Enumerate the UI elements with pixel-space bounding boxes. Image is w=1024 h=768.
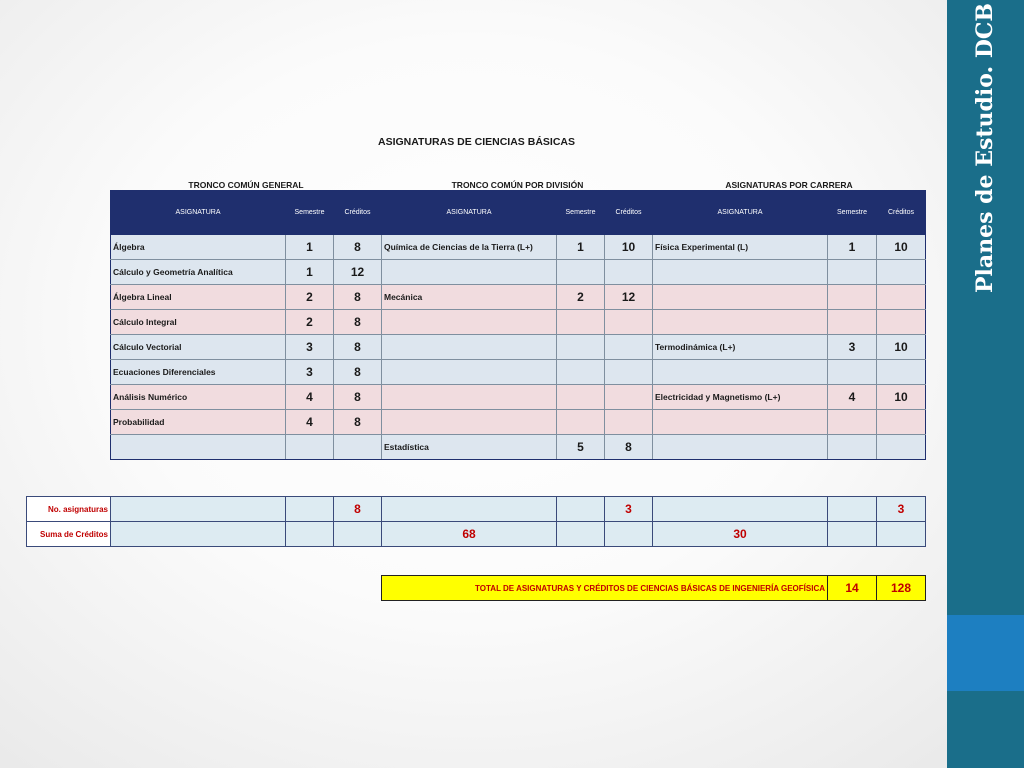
credits-cell: 12 (605, 285, 653, 310)
total-row (382, 576, 926, 601)
summary-value-cell (111, 522, 286, 547)
semester-cell (828, 435, 877, 460)
table-row (111, 410, 926, 435)
credits-cell (605, 360, 653, 385)
credits-cell (877, 310, 926, 335)
credits-cell (877, 285, 926, 310)
credits-cell: 12 (334, 260, 382, 285)
summary-label: No. asignaturas (27, 497, 111, 522)
column-header: Semestre (828, 191, 877, 235)
credits-cell: 10 (877, 385, 926, 410)
subject-cell: Álgebra (111, 235, 286, 260)
semester-cell: 5 (557, 435, 605, 460)
table-row (111, 335, 926, 360)
summary-label: Suma de Créditos (27, 522, 111, 547)
summary-value-cell (557, 522, 605, 547)
subject-cell: Electricidad y Magnetismo (L+) (653, 385, 828, 410)
column-header: Semestre (286, 191, 334, 235)
subject-cell (382, 410, 557, 435)
semester-cell: 3 (286, 335, 334, 360)
semester-cell: 2 (286, 285, 334, 310)
semester-cell (557, 385, 605, 410)
table-row (111, 235, 926, 260)
column-header: Créditos (334, 191, 382, 235)
table-row (111, 360, 926, 385)
semester-cell: 1 (557, 235, 605, 260)
subject-cell: Termodinámica (L+) (653, 335, 828, 360)
column-header: Semestre (557, 191, 605, 235)
subject-cell: Cálculo Vectorial (111, 335, 286, 360)
subject-cell (653, 310, 828, 335)
semester-cell (828, 285, 877, 310)
subject-cell: Análisis Numérico (111, 385, 286, 410)
subject-cell (382, 385, 557, 410)
credits-cell (877, 435, 926, 460)
summary-table (26, 496, 926, 547)
credits-cell: 8 (334, 285, 382, 310)
table-row (111, 260, 926, 285)
section-header-tronco-general: TRONCO COMÚN GENERAL (188, 180, 304, 190)
summary-value-cell (828, 497, 877, 522)
table-row (111, 385, 926, 410)
credits-cell (605, 335, 653, 360)
table-row (111, 310, 926, 335)
semester-cell: 3 (286, 360, 334, 385)
table-row (111, 285, 926, 310)
summary-value-cell (286, 522, 334, 547)
semester-cell (557, 310, 605, 335)
summary-value-cell (877, 522, 926, 547)
summary-value-cell (557, 497, 605, 522)
subject-cell (382, 335, 557, 360)
subject-cell: Mecánica (382, 285, 557, 310)
credits-cell: 8 (605, 435, 653, 460)
credits-cell: 8 (334, 335, 382, 360)
credits-cell (877, 410, 926, 435)
total-subjects: 14 (828, 576, 877, 601)
semester-cell (557, 335, 605, 360)
semester-cell: 1 (286, 260, 334, 285)
summary-row (27, 497, 926, 522)
semester-cell: 2 (557, 285, 605, 310)
summary-value-cell (334, 522, 382, 547)
semester-cell (828, 360, 877, 385)
credits-cell (334, 435, 382, 460)
subject-cell: Ecuaciones Diferenciales (111, 360, 286, 385)
summary-value-cell: 8 (334, 497, 382, 522)
semester-cell (557, 410, 605, 435)
semester-cell: 1 (286, 235, 334, 260)
sidebar-accent-block (947, 615, 1024, 691)
credits-cell: 8 (334, 235, 382, 260)
credits-cell: 8 (334, 310, 382, 335)
summary-value-cell (828, 522, 877, 547)
credits-cell (877, 360, 926, 385)
table-header-row (111, 191, 926, 235)
column-header: Créditos (877, 191, 926, 235)
summary-value-cell (605, 522, 653, 547)
summary-value-cell: 68 (382, 522, 557, 547)
semester-cell: 4 (286, 385, 334, 410)
credits-cell: 8 (334, 360, 382, 385)
credits-cell: 8 (334, 410, 382, 435)
subject-cell (111, 435, 286, 460)
subjects-table (110, 190, 926, 460)
credits-cell (605, 410, 653, 435)
summary-value-cell (382, 497, 557, 522)
total-credits: 128 (877, 576, 926, 601)
subject-cell (382, 260, 557, 285)
semester-cell: 3 (828, 335, 877, 360)
summary-value-cell: 30 (653, 522, 828, 547)
column-header: Créditos (605, 191, 653, 235)
credits-cell (605, 260, 653, 285)
subject-cell (382, 360, 557, 385)
semester-cell: 2 (286, 310, 334, 335)
semester-cell (557, 360, 605, 385)
semester-cell: 1 (828, 235, 877, 260)
section-header-tronco-division: TRONCO COMÚN POR DIVISIÓN (451, 180, 584, 190)
summary-value-cell (653, 497, 828, 522)
summary-row (27, 522, 926, 547)
semester-cell (828, 260, 877, 285)
column-header: ASIGNATURA (111, 191, 286, 235)
subject-cell: Estadística (382, 435, 557, 460)
summary-value-cell (286, 497, 334, 522)
subject-cell (653, 360, 828, 385)
page-title: ASIGNATURAS DE CIENCIAS BÁSICAS (378, 136, 575, 148)
subject-cell: Cálculo y Geometría Analítica (111, 260, 286, 285)
column-header: ASIGNATURA (653, 191, 828, 235)
credits-cell: 10 (877, 235, 926, 260)
semester-cell: 4 (828, 385, 877, 410)
credits-cell (877, 260, 926, 285)
summary-value-cell: 3 (605, 497, 653, 522)
subject-cell (653, 260, 828, 285)
credits-cell: 8 (334, 385, 382, 410)
credits-cell (605, 385, 653, 410)
table-row (111, 435, 926, 460)
subject-cell: Álgebra Lineal (111, 285, 286, 310)
semester-cell (286, 435, 334, 460)
section-header-por-carrera: ASIGNATURAS POR CARRERA (725, 180, 853, 190)
total-label: TOTAL DE ASIGNATURAS Y CRÉDITOS DE CIENCIAS BÁSICAS DE INGENIERÍA GEOFÍSICA (382, 576, 828, 601)
subject-cell (653, 410, 828, 435)
subject-cell: Cálculo Integral (111, 310, 286, 335)
semester-cell (828, 410, 877, 435)
total-table (381, 575, 926, 601)
semester-cell (828, 310, 877, 335)
semester-cell (557, 260, 605, 285)
slide-side-title: Planes de Estudio. DCB (972, 2, 998, 294)
column-header: ASIGNATURA (382, 191, 557, 235)
credits-cell: 10 (877, 335, 926, 360)
credits-cell (605, 310, 653, 335)
subject-cell (653, 435, 828, 460)
summary-value-cell (111, 497, 286, 522)
credits-cell: 10 (605, 235, 653, 260)
summary-value-cell: 3 (877, 497, 926, 522)
semester-cell: 4 (286, 410, 334, 435)
subject-cell (653, 285, 828, 310)
subject-cell (382, 310, 557, 335)
subject-cell: Física Experimental (L) (653, 235, 828, 260)
subject-cell: Probabilidad (111, 410, 286, 435)
subject-cell: Química de Ciencias de la Tierra (L+) (382, 235, 557, 260)
